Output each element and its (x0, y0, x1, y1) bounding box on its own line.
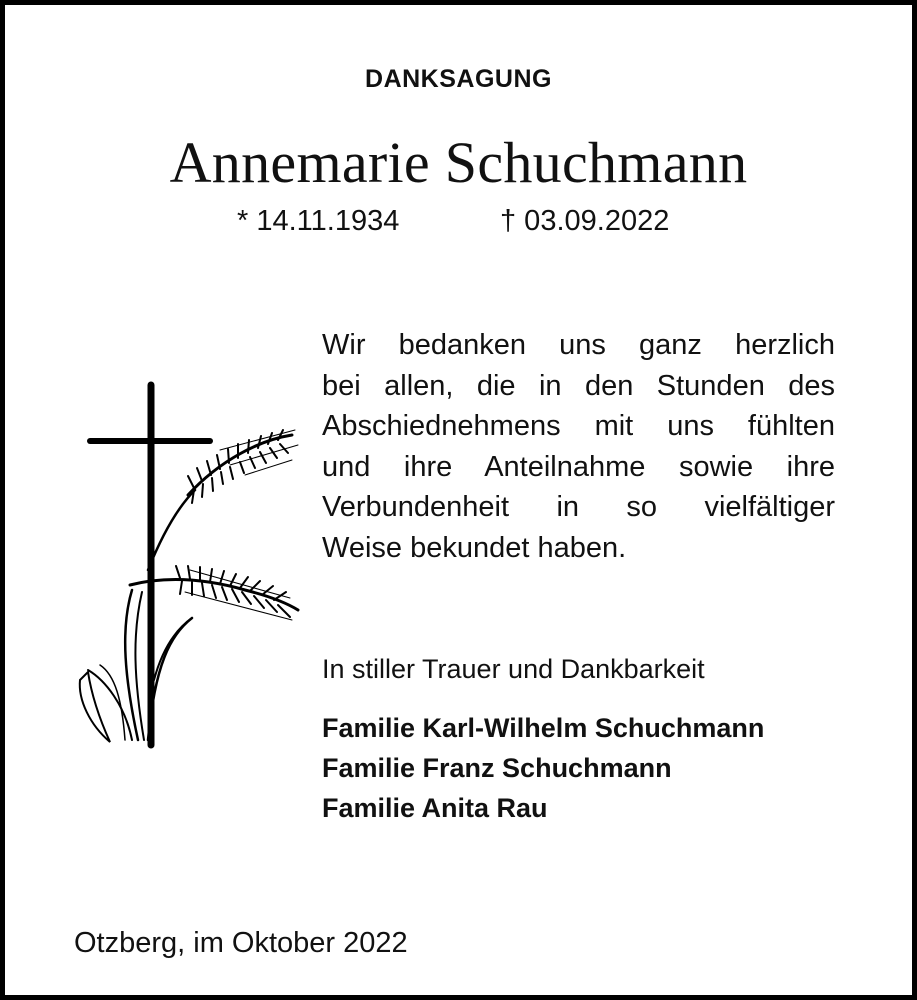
message-line: Wir bedanken uns ganz herzlich (322, 329, 835, 361)
family-name: Familie Franz Schuchmann (322, 753, 672, 783)
mourning-line: In stiller Trauer und Dankbarkeit (322, 654, 705, 684)
cross-with-wheat-icon (70, 380, 310, 765)
birth-date: * 14.11.1934 (237, 205, 400, 237)
family-name: Familie Karl-Wilhelm Schuchmann (322, 713, 765, 743)
message-line: Verbundenheit in so vielfältiger (322, 491, 835, 523)
message-line: Weise bekundet haben. (322, 531, 627, 564)
death-date: † 03.09.2022 (500, 205, 670, 237)
notice-heading: DANKSAGUNG (365, 65, 552, 93)
message-line: bei allen, die in den Stunden des (322, 369, 835, 402)
message-line: und ihre Anteilnahme sowie ihre (322, 450, 835, 483)
message-line: Abschiednehmens mit uns fühlten (322, 410, 835, 442)
thank-you-message (322, 325, 835, 568)
family-list (322, 708, 764, 828)
family-name: Familie Anita Rau (322, 793, 548, 823)
deceased-name: Annemarie Schuchmann (169, 130, 748, 195)
place-and-date: Otzberg, im Oktober 2022 (74, 927, 408, 959)
